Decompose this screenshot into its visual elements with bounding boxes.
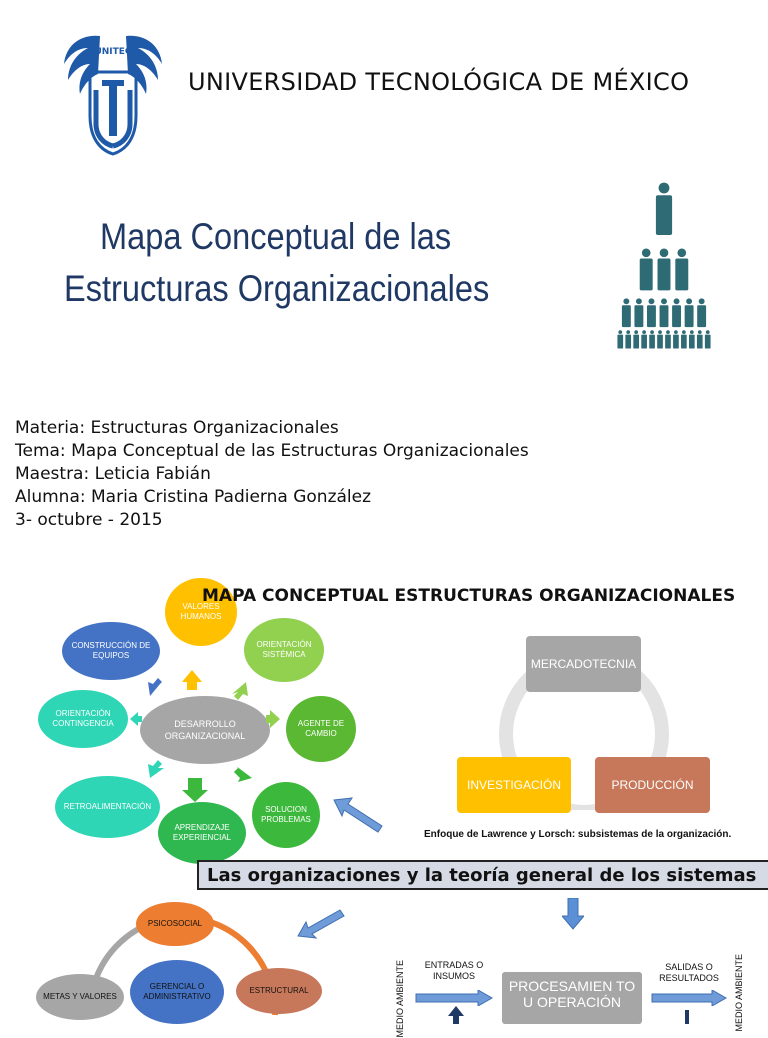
arrow-upleft-icon bbox=[148, 678, 162, 696]
cycle-caption: Enfoque de Lawrence y Lorsch: subsistemas de la organización. bbox=[424, 829, 732, 840]
process-salidas: SALIDAS O RESULTADOS bbox=[659, 962, 719, 983]
arrow-up-icon bbox=[182, 670, 202, 690]
pointer-arrow-2-icon bbox=[296, 906, 346, 940]
systems-banner: Las organizaciones y la teoría general de los sistemas bbox=[197, 860, 768, 890]
person-icon bbox=[658, 248, 671, 290]
center-arrows bbox=[130, 650, 300, 810]
person-icon bbox=[657, 330, 663, 348]
bubble-solucion-problemas: SOLUCION PROBLEMAS bbox=[252, 782, 320, 848]
person-icon bbox=[617, 330, 623, 348]
person-icon bbox=[656, 183, 672, 235]
bubble-orientacion-contingencia: ORIENTACIÓN CONTINGENCIA bbox=[38, 690, 128, 748]
person-icon bbox=[705, 330, 711, 348]
bubble-desarrollo-organizacional: DESARROLLO ORGANIZACIONAL bbox=[140, 696, 270, 764]
page-title-line-2: Estructuras Organizacionales bbox=[64, 268, 490, 309]
bubble-valores-humanos: VALORES HUMANOS bbox=[165, 578, 237, 646]
person-icon bbox=[633, 330, 639, 348]
people-pyramid-icon bbox=[606, 178, 722, 354]
arrow-upright-icon bbox=[232, 682, 248, 700]
person-icon bbox=[649, 330, 655, 348]
bubble-retroalimentacion: RETROALIMENTACIÓN bbox=[55, 776, 160, 838]
person-icon bbox=[647, 298, 656, 327]
bubble-aprendizaje-experiencial: APRENDIZAJE EXPERIENCIAL bbox=[158, 802, 246, 864]
logo-text: UNITEC bbox=[94, 47, 132, 57]
info-tema: Tema: Mapa Conceptual de las Estructuras Organizacionales bbox=[15, 441, 529, 461]
bubble-construccion-equipos: CONSTRUCCIÓN DE EQUIPOS bbox=[62, 622, 160, 680]
cycle-investigacion: INVESTIGACIÓN bbox=[457, 757, 571, 813]
person-icon bbox=[697, 298, 706, 327]
unitec-logo bbox=[60, 28, 166, 156]
person-icon bbox=[675, 248, 688, 290]
system-gerencial: GERENCIAL O ADMINISTRATIVO bbox=[130, 960, 224, 1024]
arrow-downleft-icon bbox=[148, 760, 164, 778]
arrow-left-icon bbox=[130, 712, 142, 726]
pointer-arrow-icon bbox=[332, 796, 384, 834]
process-procesamiento: PROCESAMIEN TO U OPERACIÓN bbox=[502, 972, 642, 1024]
person-icon bbox=[622, 298, 631, 327]
person-icon bbox=[660, 298, 669, 327]
page-title-line-1: Mapa Conceptual de las bbox=[100, 216, 452, 257]
entradas-arrow-icon bbox=[414, 990, 494, 1006]
arrow-downright-icon bbox=[234, 766, 252, 782]
system-estructural: ESTRUCTURAL bbox=[236, 968, 322, 1014]
arrow-down-icon bbox=[182, 778, 208, 802]
cycle-mercadotecnia: MERCADOTECNIA bbox=[526, 636, 641, 692]
person-icon bbox=[685, 298, 694, 327]
feedback-arrow-icon bbox=[448, 1006, 464, 1024]
person-icon bbox=[665, 330, 671, 348]
info-maestra: Maestra: Leticia Fabián bbox=[15, 464, 211, 484]
person-icon bbox=[640, 248, 653, 290]
bubble-orientacion-sistemica: ORIENTACIÓN SISTÉMICA bbox=[244, 618, 324, 682]
university-name: UNIVERSIDAD TECNOLÓGICA DE MÉXICO bbox=[188, 68, 690, 96]
person-icon bbox=[634, 298, 643, 327]
info-alumna: Alumna: Maria Cristina Padierna González bbox=[15, 487, 372, 507]
down-arrow-icon bbox=[562, 898, 584, 930]
cycle-produccion: PRODUCCIÓN bbox=[595, 757, 710, 813]
bubble-agente-cambio: AGENTE DE CAMBIO bbox=[286, 696, 356, 762]
person-icon bbox=[673, 330, 679, 348]
feedback-line bbox=[684, 1010, 690, 1024]
info-materia: Materia: Estructuras Organizacionales bbox=[15, 418, 339, 438]
arrow-right-icon bbox=[266, 710, 280, 728]
medio-ambiente-left: MEDIO AMBIENTE bbox=[395, 960, 405, 1038]
salidas-arrow-icon bbox=[650, 990, 728, 1006]
person-icon bbox=[641, 330, 647, 348]
info-fecha: 3- octubre - 2015 bbox=[15, 510, 163, 530]
system-psicosocial: PSICOSOCIAL bbox=[136, 902, 214, 946]
person-icon bbox=[681, 330, 687, 348]
map-heading: MAPA CONCEPTUAL ESTRUCTURAS ORGANIZACIONALES bbox=[202, 586, 736, 606]
process-entradas: ENTRADAS O INSUMOS bbox=[424, 960, 484, 981]
medio-ambiente-right: MEDIO AMBIENTE bbox=[734, 954, 744, 1032]
person-icon bbox=[625, 330, 631, 348]
system-metas-valores: METAS Y VALORES bbox=[36, 974, 124, 1020]
person-icon bbox=[697, 330, 703, 348]
person-icon bbox=[689, 330, 695, 348]
person-icon bbox=[672, 298, 681, 327]
